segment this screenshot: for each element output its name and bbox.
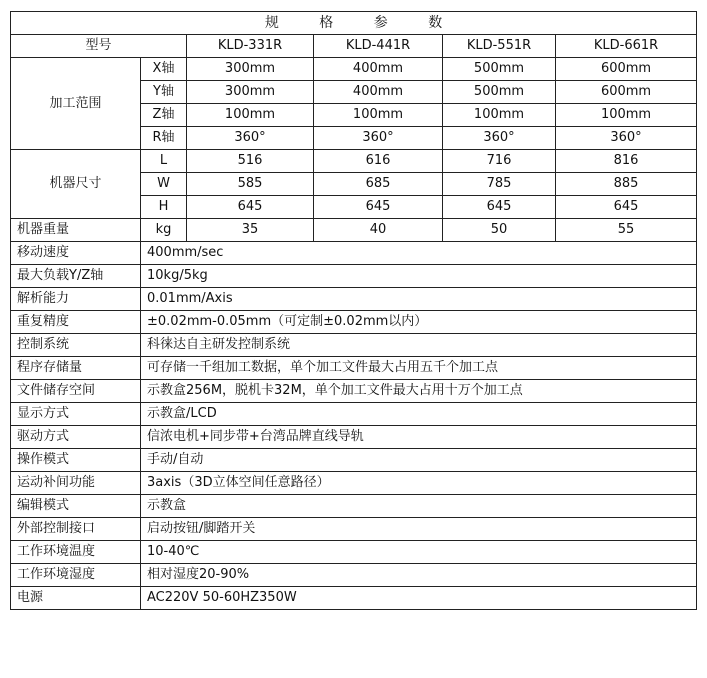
spec-value: 科徕达自主研发控制系统 [141,334,697,357]
spec-table [10,11,697,610]
spec-label: 驱动方式 [11,426,141,449]
spec-value: 相对湿度20-90% [141,564,697,587]
model-name: KLD-441R [314,35,443,58]
range-value: 500mm [443,81,556,104]
spec-label: 工作环境温度 [11,541,141,564]
range-value: 400mm [314,58,443,81]
size-value: 645 [443,196,556,219]
model-name: KLD-661R [556,35,697,58]
spec-row [11,472,697,495]
range-value: 100mm [187,104,314,127]
title-row [11,12,697,35]
weight-value: 40 [314,219,443,242]
range-value: 100mm [556,104,697,127]
range-row [11,58,697,81]
spec-value: 10-40℃ [141,541,697,564]
spec-row [11,426,697,449]
range-value: 360° [314,127,443,150]
weight-unit: kg [141,219,187,242]
spec-value: 手动/自动 [141,449,697,472]
size-value: 716 [443,150,556,173]
range-value: 600mm [556,58,697,81]
spec-value: 0.01mm/Axis [141,288,697,311]
range-value: 360° [443,127,556,150]
range-value: 360° [187,127,314,150]
spec-row [11,357,697,380]
spec-row [11,242,697,265]
range-axis: X轴 [141,58,187,81]
spec-label: 编辑模式 [11,495,141,518]
spec-row [11,334,697,357]
size-value: 645 [556,196,697,219]
spec-label: 控制系统 [11,334,141,357]
spec-row [11,587,697,610]
spec-row [11,564,697,587]
size-value: 645 [314,196,443,219]
spec-row [11,403,697,426]
spec-label: 移动速度 [11,242,141,265]
range-value: 100mm [314,104,443,127]
weight-value: 35 [187,219,314,242]
spec-value: 3axis（3D立体空间任意路径） [141,472,697,495]
spec-value: 示教盒/LCD [141,403,697,426]
size-value: 785 [443,173,556,196]
size-value: 816 [556,150,697,173]
spec-value: AC220V 50-60HZ350W [141,587,697,610]
weight-row [11,219,697,242]
size-row [11,150,697,173]
spec-label: 文件储存空间 [11,380,141,403]
spec-label: 显示方式 [11,403,141,426]
spec-label: 外部控制接口 [11,518,141,541]
spec-row [11,265,697,288]
spec-value: 启动按钮/脚踏开关 [141,518,697,541]
range-value: 360° [556,127,697,150]
range-axis: Y轴 [141,81,187,104]
range-axis: R轴 [141,127,187,150]
weight-value: 50 [443,219,556,242]
range-value: 400mm [314,81,443,104]
model-name: KLD-551R [443,35,556,58]
spec-row [11,311,697,334]
size-value: 685 [314,173,443,196]
spec-value: 信浓电机+同步带+台湾品牌直线导轨 [141,426,697,449]
spec-row [11,449,697,472]
spec-value: ±0.02mm-0.05mm（可定制±0.02mm以内） [141,311,697,334]
spec-label: 操作模式 [11,449,141,472]
spec-row [11,288,697,311]
weight-label: 机器重量 [11,219,141,242]
spec-label: 程序存储量 [11,357,141,380]
weight-value: 55 [556,219,697,242]
size-axis: L [141,150,187,173]
range-axis: Z轴 [141,104,187,127]
spec-label: 电源 [11,587,141,610]
size-axis: H [141,196,187,219]
spec-value: 可存储一千组加工数据，单个加工文件最大占用五千个加工点 [141,357,697,380]
size-axis: W [141,173,187,196]
spec-value: 10kg/5kg [141,265,697,288]
spec-value: 400mm/sec [141,242,697,265]
model-row [11,35,697,58]
spec-label: 解析能力 [11,288,141,311]
range-label: 加工范围 [11,58,141,150]
spec-label: 运动补间功能 [11,472,141,495]
model-name: KLD-331R [187,35,314,58]
range-value: 300mm [187,81,314,104]
spec-value: 示教盒256M，脱机卡32M，单个加工文件最大占用十万个加工点 [141,380,697,403]
range-value: 100mm [443,104,556,127]
spec-label: 最大负载Y/Z轴 [11,265,141,288]
size-value: 616 [314,150,443,173]
spec-table-body [11,12,697,610]
range-value: 500mm [443,58,556,81]
spec-label: 重复精度 [11,311,141,334]
spec-value: 示教盒 [141,495,697,518]
size-value: 516 [187,150,314,173]
model-label: 型号 [11,35,187,58]
spec-row [11,541,697,564]
spec-row [11,380,697,403]
size-value: 585 [187,173,314,196]
range-value: 600mm [556,81,697,104]
spec-row [11,495,697,518]
spec-label: 工作环境湿度 [11,564,141,587]
spec-row [11,518,697,541]
size-label: 机器尺寸 [11,150,141,219]
size-value: 885 [556,173,697,196]
size-value: 645 [187,196,314,219]
table-title: 规 格 参 数 [11,12,697,35]
range-value: 300mm [187,58,314,81]
